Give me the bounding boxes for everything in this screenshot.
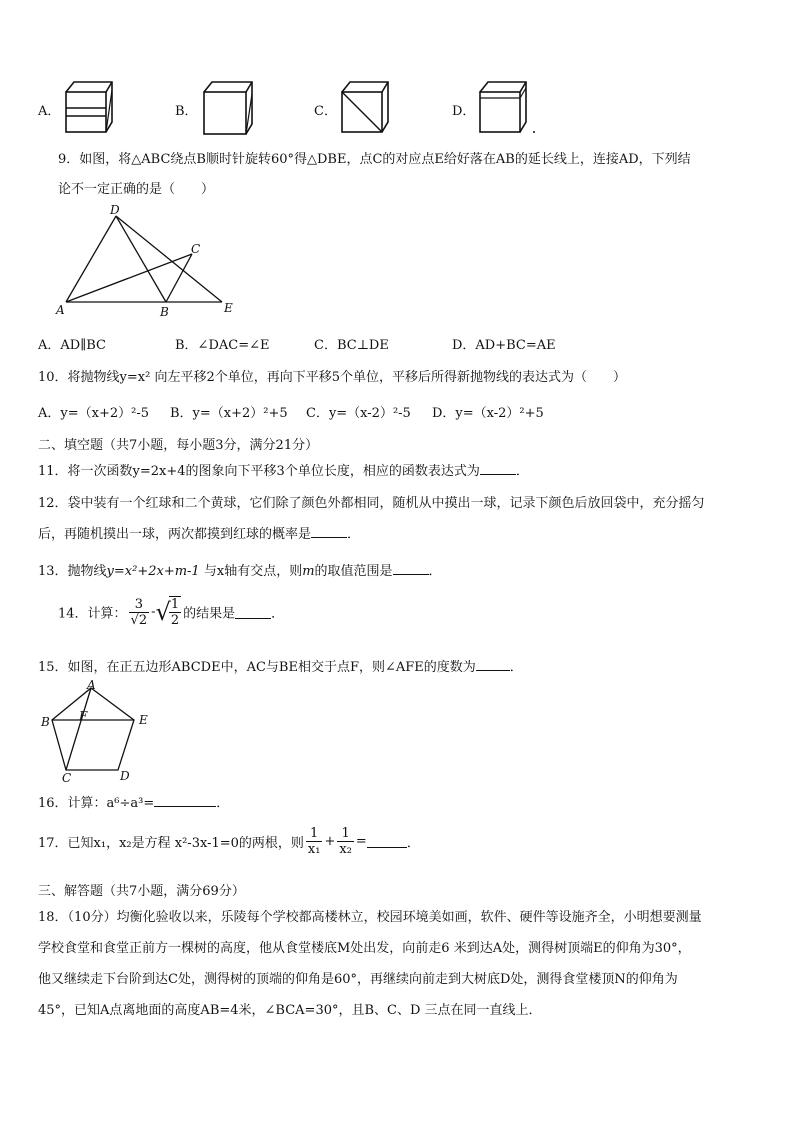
q9-option-b: B．∠DAC=∠E bbox=[175, 338, 270, 353]
q15-label-e: E bbox=[139, 713, 148, 727]
q14-answer-blank bbox=[235, 606, 271, 619]
q9-option-a: A．AD∥BC bbox=[38, 338, 106, 353]
q14-numerator: 3 bbox=[134, 596, 143, 612]
q10-option-c: C．y=（x-2）²-5 bbox=[306, 406, 411, 421]
q13-expr: y=x²+2x+m-1 bbox=[106, 564, 200, 579]
q18-line4: 45°，已知A点离地面的高度AB=4米，∠BCA=30°，且B、C、D 三点在同一直线上． bbox=[38, 1003, 542, 1018]
q8-option-d-label: D． bbox=[452, 104, 476, 119]
q14-pre: 14．计算： bbox=[58, 606, 127, 622]
q13: 13．抛物线y=x²+2x+m-1 与x轴有交点，则m的取值范围是 ． bbox=[38, 564, 442, 579]
q9-stem-line1: 9．如图，将△ABC绕点B顺时针旋转60°得△DBE，点C的对应点E给好落在AB的延长线上，连接AD，下列结 bbox=[58, 152, 691, 167]
q9-label-d: D bbox=[110, 203, 120, 217]
q17-equals: = bbox=[355, 834, 367, 849]
q14-fraction bbox=[129, 597, 150, 628]
q15-label-d: D bbox=[120, 769, 130, 783]
q17-numerator-2: 1 bbox=[341, 826, 350, 841]
q12-line1: 12．袋中装有一个红球和二个黄球，它们除了颜色外都相同，随机从中摸出一球，记录下颜色后放回袋中，充分摇匀 bbox=[38, 496, 705, 511]
q8-option-c-label: C． bbox=[314, 104, 337, 119]
q14-sqrt-denominator: 2 bbox=[170, 613, 180, 628]
q9-stem-line2: 论不一定正确的是（ ） bbox=[58, 182, 215, 197]
q16-text: 16．计算：a⁶÷a³= bbox=[38, 796, 155, 811]
q17-numerator-1: 1 bbox=[310, 826, 319, 841]
q10-option-b: B．y=（x+2）²+5 bbox=[170, 406, 288, 421]
q13-post: 的取值范围是 bbox=[314, 564, 393, 579]
q15-pentagon-figure bbox=[36, 676, 156, 786]
q17: 17．已知x₁，x₂是方程 x²-3x-1=0的两根，则 $\frac{1}{\text{x₁}}$ + $\frac{1}{\text{x₂}}$ = ． bbox=[38, 826, 420, 857]
q11: 11．将一次函数y=2x+4的图象向下平移3个单位长度，相应的函数表达式为 ． bbox=[38, 464, 529, 479]
q8-option-b-label: B． bbox=[175, 104, 198, 119]
q9-figure bbox=[50, 202, 250, 320]
q18-line1: 18．（10分）均衡化验收以来，乐陵每个学校都高楼林立，校园环境美如画，软件、硬件等设施齐全，小明想要测量 bbox=[38, 910, 702, 925]
q14-sqrt-fraction bbox=[169, 596, 181, 628]
q17-plus: + bbox=[324, 834, 336, 849]
q14-minus: - bbox=[151, 604, 156, 620]
q13-var: m bbox=[302, 564, 315, 579]
q8-option-b-figure bbox=[202, 80, 254, 136]
q15-label-f: F bbox=[79, 709, 88, 723]
q15-answer-blank bbox=[476, 658, 510, 671]
q9-option-d: D．AD+BC=AE bbox=[452, 338, 556, 353]
q10-option-a: A．y=（x+2）²-5 bbox=[38, 406, 149, 421]
q12-answer-blank bbox=[311, 525, 347, 538]
q17-fraction-1 bbox=[306, 826, 323, 857]
q8-option-c-figure bbox=[340, 80, 390, 136]
section-3-heading: 三、解答题（共7小题，满分69分） bbox=[38, 884, 245, 899]
q9-label-c: C bbox=[191, 242, 201, 256]
q13-answer-blank bbox=[393, 562, 429, 575]
q16-answer-blank bbox=[154, 794, 216, 807]
radical-sign-icon: √ bbox=[155, 598, 171, 626]
q14-sqrt bbox=[156, 596, 184, 628]
q14-post: 的结果是 bbox=[183, 606, 236, 622]
q13-pre: 13．抛物线 bbox=[38, 564, 107, 579]
q10-stem: 10．将抛物线y=x² 向左平移2个单位，再向下平移5个单位，平移后所得新抛物线的表达式为（ ） bbox=[38, 370, 626, 385]
q18-line2: 学校食堂和食堂正前方一棵树的高度，他从食堂楼底M处出发，向前走6 米到达A处，测得树顶端E的仰角为30°， bbox=[38, 941, 691, 956]
q14-sqrt-numerator: 1 bbox=[170, 597, 180, 612]
q10-option-d: D．y=（x-2）²+5 bbox=[432, 406, 544, 421]
q9-label-b: B bbox=[160, 305, 169, 319]
q11-answer-blank bbox=[480, 462, 516, 475]
q9-label-e: E bbox=[224, 301, 233, 315]
q12-line2-text: 后，再随机摸出一球，两次都摸到红球的概率是 bbox=[38, 527, 312, 542]
q9-label-a: A bbox=[56, 303, 65, 317]
q17-pre: 17．已知x₁，x₂是方程 x²-3x-1=0的两根，则 bbox=[38, 836, 304, 851]
q15-label-b: B bbox=[41, 715, 50, 729]
q8-option-a-figure bbox=[64, 80, 114, 136]
q15-label-a: A bbox=[87, 678, 96, 692]
q17-denominator-1: x₁ bbox=[307, 842, 321, 857]
q15-label-c: C bbox=[62, 771, 72, 785]
q14: 14．计算： $\frac{3}{√2}$ -√ $\frac{1}{2}$ 的结果是 ． bbox=[58, 596, 285, 628]
q17-denominator-2: x₂ bbox=[339, 842, 352, 857]
q8-option-d-figure bbox=[478, 80, 538, 136]
q15-stem: 15．如图，在正五边形ABCDE中，AC与BE相交于点F，则∠AFE的度数为 bbox=[38, 660, 476, 675]
q13-mid: 与x轴有交点，则 bbox=[203, 564, 303, 579]
q14-denominator: √2 bbox=[130, 612, 148, 628]
q8-option-a-label: A． bbox=[38, 104, 61, 119]
q16: 16．计算：a⁶÷a³= ． bbox=[38, 796, 230, 811]
q17-answer-blank bbox=[367, 835, 407, 848]
section-2-heading: 二、填空题（共7小题，每小题3分，满分21分） bbox=[38, 438, 319, 453]
q12-line2: 后，再随机摸出一球，两次都摸到红球的概率是 ． bbox=[38, 527, 361, 542]
q11-text: 11．将一次函数y=2x+4的图象向下平移3个单位长度，相应的函数表达式为 bbox=[38, 464, 480, 479]
q9-option-c: C．BC⊥DE bbox=[314, 338, 389, 353]
q18-line3: 他又继续走下台阶到达C处，测得树的顶端的仰角是60°，再继续向前走到大树底D处，测得食堂楼顶N的仰角为 bbox=[38, 972, 678, 987]
q17-fraction-2 bbox=[337, 826, 354, 857]
q15: 15．如图，在正五边形ABCDE中，AC与BE相交于点F，则∠AFE的度数为 ． bbox=[38, 660, 523, 675]
